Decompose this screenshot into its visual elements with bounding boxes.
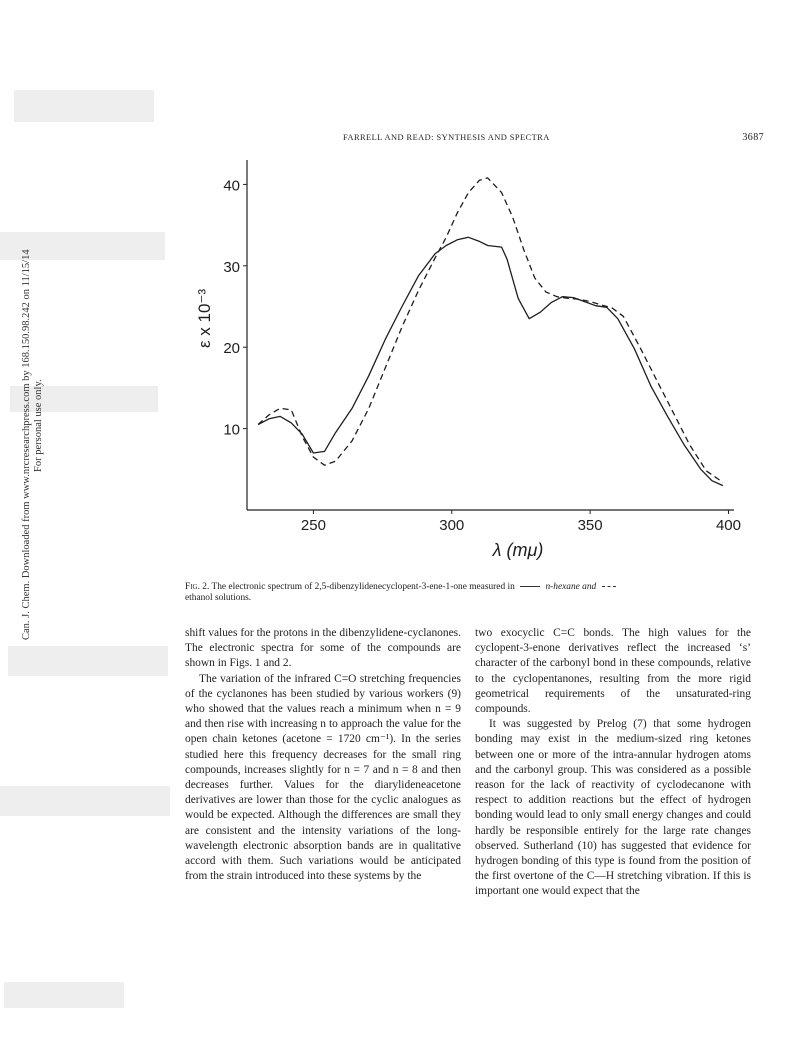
chart-series (258, 178, 723, 486)
left-column (185, 626, 461, 884)
caption-text-part2: n-hexane and (545, 582, 597, 592)
figure-label: Fig. 2. (185, 582, 210, 592)
x-tick-label: 300 (439, 517, 465, 534)
right-paragraph-1: two exocyclic C=C bonds. The high values for the cyclopent-3-enone derivatives reflect the increased ‘s’ character of the carbonyl bond in these compounds, relative to the cyclopentanones, resulting from the more rigid geometrical requirements of the unsaturated-ring compounds. (475, 627, 751, 716)
personal-use-line: For personal use only. (33, 379, 44, 472)
x-axis-label: λ (mμ) (492, 540, 544, 560)
left-paragraph-2: The variation of the infrared C=O stretching frequencies of the cyclanones has been studied by various workers (9) who showed that the values reach a minimum when n = 9 and then rise with increasing n to approach the value for the open chain ketones (acetone = 1720 cm⁻¹). In the series studied here this frequency decreases for the small ring compounds, increases slightly for n = 7 and n = 8 and then decreases further. Values for the diarylideneacetone derivatives are lower than those for the cyclic analogues as would be expected. Although the differences are small they are consistent and the intensity variations of the long-wavelength electronic absorption bands are in qualitative accord with them. Such variations would be anticipated from the strain introduced into these systems by the (185, 672, 461, 883)
series-line-n-hexane (258, 237, 723, 485)
caption-text-part3: ethanol solutions. (185, 593, 252, 604)
dashed-line-key (602, 586, 616, 587)
figure-caption (185, 582, 757, 605)
page-number: 3687 (742, 132, 764, 143)
y-tick-label: 20 (223, 340, 240, 358)
right-column (475, 626, 751, 900)
y-tick-label: 30 (223, 258, 240, 276)
left-paragraph-1: shift values for the protons in the dibenzylidene-cyclanones. The electronic spectra for some of the compounds are shown in Figs. 1 and 2. (185, 627, 461, 670)
x-tick-label: 250 (300, 517, 326, 534)
right-paragraph-2: It was suggested by Prelog (7) that some hydrogen bonding may exist in the medium-sized ring ketones between one or more of the intra-annular hydrogen atoms and the carbonyl group. This was considered as a possible reason for the lack of reactivity of cyclodecanone with respect to addition reactions but the effect of hydrogen bonding would lead to only small energy changes and could hardly be responsible entirely for the large rate changes observed. Sutherland (10) has suggested that evidence for hydrogen bonding of this type is found from the position of the first overtone of the C—H stretching vibration. If this is important one would expect that the (475, 718, 751, 898)
running-title: FARRELL AND READ: SYNTHESIS AND SPECTRA (343, 133, 550, 142)
x-tick-label: 400 (715, 517, 741, 534)
y-tick-label: 40 (223, 177, 240, 195)
solid-line-key (520, 586, 540, 587)
x-tick-label: 350 (577, 517, 603, 534)
chart-ticks (223, 177, 741, 534)
caption-text-part1: The electronic spectrum of 2,5-dibenzylidenecyclopent-3-ene-1-one measured in (211, 582, 515, 592)
series-line-ethanol (258, 178, 723, 482)
y-axis-label: ε x 10⁻³ (195, 288, 214, 348)
download-source-line: Can. J. Chem. Downloaded from www.nrcresearchpress.com by 168.150.98.242 on 11/15/14 (21, 249, 32, 640)
chart-axes (247, 160, 734, 510)
y-tick-label: 10 (223, 421, 240, 439)
